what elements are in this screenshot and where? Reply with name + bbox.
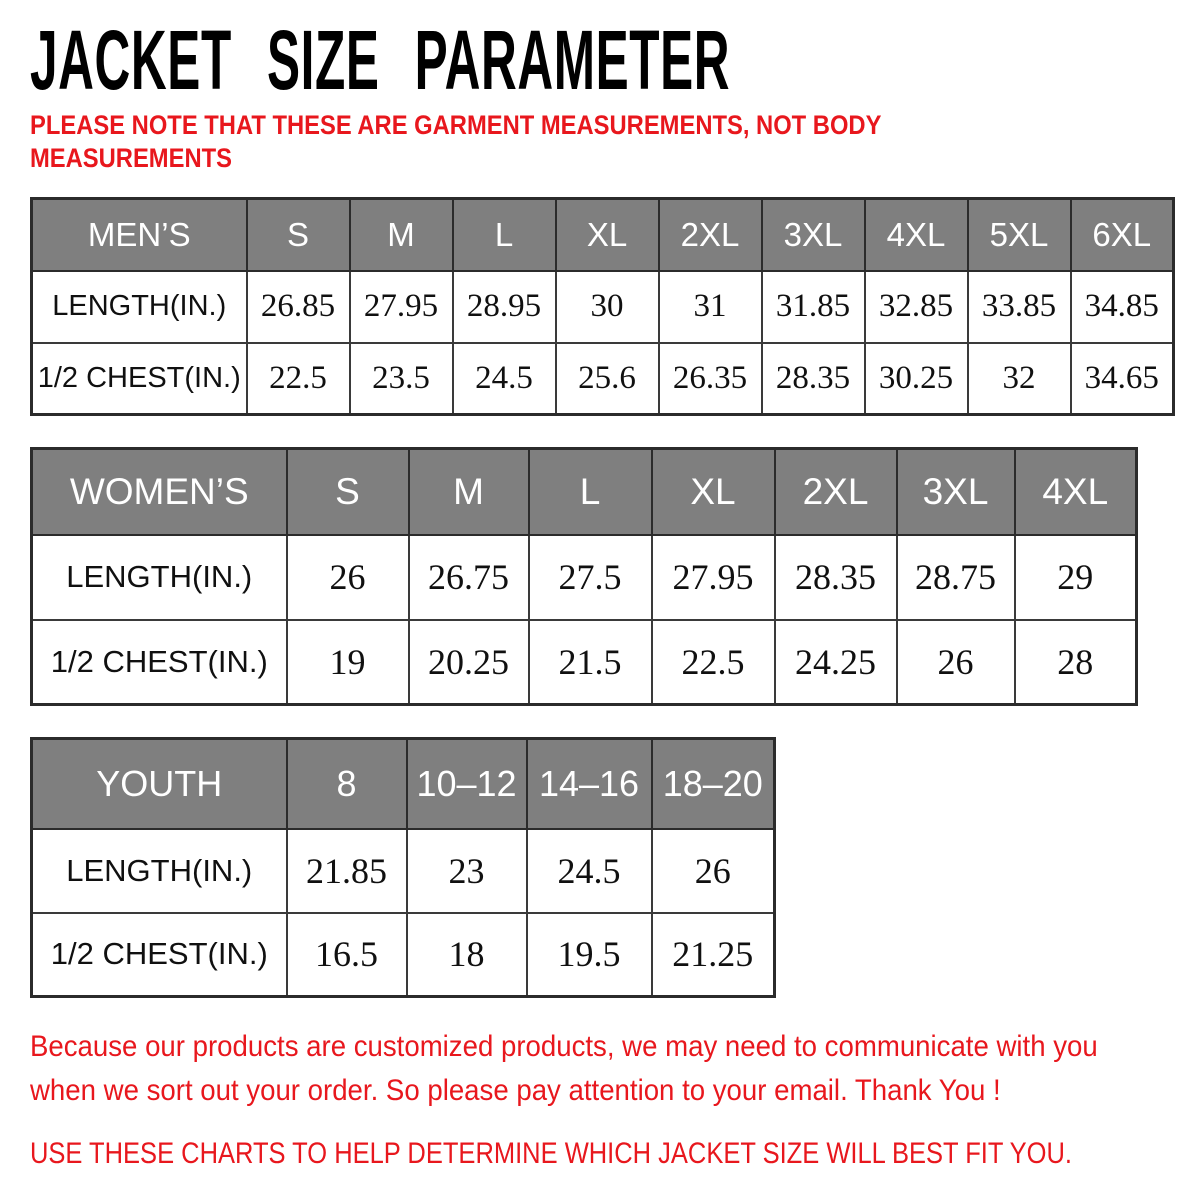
mens-measurement-row	[32, 343, 1174, 415]
youth-measurement-cell: 21.85	[287, 829, 407, 913]
mens-measurement-cell: 32	[968, 343, 1071, 415]
footer-caps-line: USE THESE CHARTS TO HELP DETERMINE WHICH JACKET SIZE WILL BEST FIT YOU.	[30, 1137, 1072, 1170]
youth-measurement-row	[32, 829, 775, 913]
mens-measurement-cell: 28.35	[762, 343, 865, 415]
footer-paragraph-line-1: Because our products are customized products, we may need to communicate with you	[30, 1030, 1098, 1063]
mens-measurement-cell: 27.95	[350, 271, 453, 343]
youth-measurement-cell: 24.5	[527, 829, 652, 913]
youth-measurement-cell: 21.25	[652, 913, 775, 997]
note-line-2: MEASUREMENTS	[30, 143, 232, 173]
mens-measurement-cell: 26.35	[659, 343, 762, 415]
youth-size-header-cell: 10–12	[407, 739, 527, 829]
mens-size-header-cell: M	[350, 199, 453, 271]
youth-group-header-cell: YOUTH	[32, 739, 287, 829]
mens-measurement-cell: 33.85	[968, 271, 1071, 343]
youth-measurement-cell: 18	[407, 913, 527, 997]
womens-measurement-row	[32, 620, 1137, 705]
youth-measurement-cell: 23	[407, 829, 527, 913]
youth-measurement-cell: 19.5	[527, 913, 652, 997]
womens-measurement-cell: 26	[287, 535, 409, 620]
note-line-1: PLEASE NOTE THAT THESE ARE GARMENT MEASUREMENTS, NOT BODY	[30, 110, 882, 140]
mens-size-header-cell: 2XL	[659, 199, 762, 271]
womens-measurement-row	[32, 535, 1137, 620]
mens-measurement-cell: 25.6	[556, 343, 659, 415]
footer-paragraph-line-2: when we sort out your order. So please pay attention to your email. Thank You !	[30, 1074, 1001, 1107]
mens-measurement-cell: 34.85	[1071, 271, 1174, 343]
youth-size-header-cell: 8	[287, 739, 407, 829]
mens-group-header-cell: MEN’S	[32, 199, 247, 271]
womens-size-table	[30, 447, 1138, 706]
womens-measurement-cell: 28.75	[897, 535, 1015, 620]
garment-measurement-note	[30, 110, 998, 176]
youth-size-header-cell: 14–16	[527, 739, 652, 829]
mens-measurement-cell: 30.25	[865, 343, 968, 415]
mens-size-header-cell: XL	[556, 199, 659, 271]
womens-measurement-cell: 28	[1015, 620, 1137, 705]
youth-row-label-cell: LENGTH(IN.)	[32, 829, 287, 913]
womens-size-header-cell: 4XL	[1015, 449, 1137, 535]
womens-measurement-cell: 26	[897, 620, 1015, 705]
youth-measurement-cell: 16.5	[287, 913, 407, 997]
mens-row-label-cell: LENGTH(IN.)	[32, 271, 247, 343]
womens-measurement-cell: 29	[1015, 535, 1137, 620]
page-title-text: JACKET SIZE PARAMETER	[30, 13, 731, 107]
mens-size-header-cell: 5XL	[968, 199, 1071, 271]
youth-size-table	[30, 737, 776, 998]
youth-measurement-row	[32, 913, 775, 997]
footer-notes	[30, 1030, 1200, 1181]
mens-size-table	[30, 197, 1175, 416]
womens-size-header-cell: 3XL	[897, 449, 1015, 535]
mens-measurement-cell: 34.65	[1071, 343, 1174, 415]
womens-row-label-cell: 1/2 CHEST(IN.)	[32, 620, 287, 705]
mens-measurement-row	[32, 271, 1174, 343]
mens-size-header-cell: 6XL	[1071, 199, 1174, 271]
youth-measurement-cell: 26	[652, 829, 775, 913]
womens-measurement-cell: 27.5	[529, 535, 652, 620]
mens-measurement-cell: 28.95	[453, 271, 556, 343]
mens-size-header-cell: S	[247, 199, 350, 271]
mens-measurement-cell: 32.85	[865, 271, 968, 343]
womens-group-header-cell: WOMEN’S	[32, 449, 287, 535]
page-title	[30, 13, 1200, 107]
mens-measurement-cell: 31.85	[762, 271, 865, 343]
youth-row-label-cell: 1/2 CHEST(IN.)	[32, 913, 287, 997]
womens-measurement-cell: 24.25	[775, 620, 897, 705]
mens-measurement-cell: 30	[556, 271, 659, 343]
womens-measurement-cell: 20.25	[409, 620, 529, 705]
womens-measurement-cell: 26.75	[409, 535, 529, 620]
mens-measurement-cell: 22.5	[247, 343, 350, 415]
womens-measurement-cell: 21.5	[529, 620, 652, 705]
mens-measurement-cell: 23.5	[350, 343, 453, 415]
womens-size-header-cell: L	[529, 449, 652, 535]
mens-size-header-cell: 3XL	[762, 199, 865, 271]
mens-size-header-cell: 4XL	[865, 199, 968, 271]
womens-row-label-cell: LENGTH(IN.)	[32, 535, 287, 620]
womens-size-header-cell: M	[409, 449, 529, 535]
womens-size-header-cell: XL	[652, 449, 775, 535]
womens-measurement-cell: 28.35	[775, 535, 897, 620]
mens-size-header-cell: L	[453, 199, 556, 271]
womens-measurement-cell: 19	[287, 620, 409, 705]
mens-measurement-cell: 31	[659, 271, 762, 343]
womens-measurement-cell: 22.5	[652, 620, 775, 705]
womens-size-header-cell: S	[287, 449, 409, 535]
womens-size-header-cell: 2XL	[775, 449, 897, 535]
womens-measurement-cell: 27.95	[652, 535, 775, 620]
youth-size-header-cell: 18–20	[652, 739, 775, 829]
mens-row-label-cell: 1/2 CHEST(IN.)	[32, 343, 247, 415]
mens-measurement-cell: 26.85	[247, 271, 350, 343]
mens-measurement-cell: 24.5	[453, 343, 556, 415]
